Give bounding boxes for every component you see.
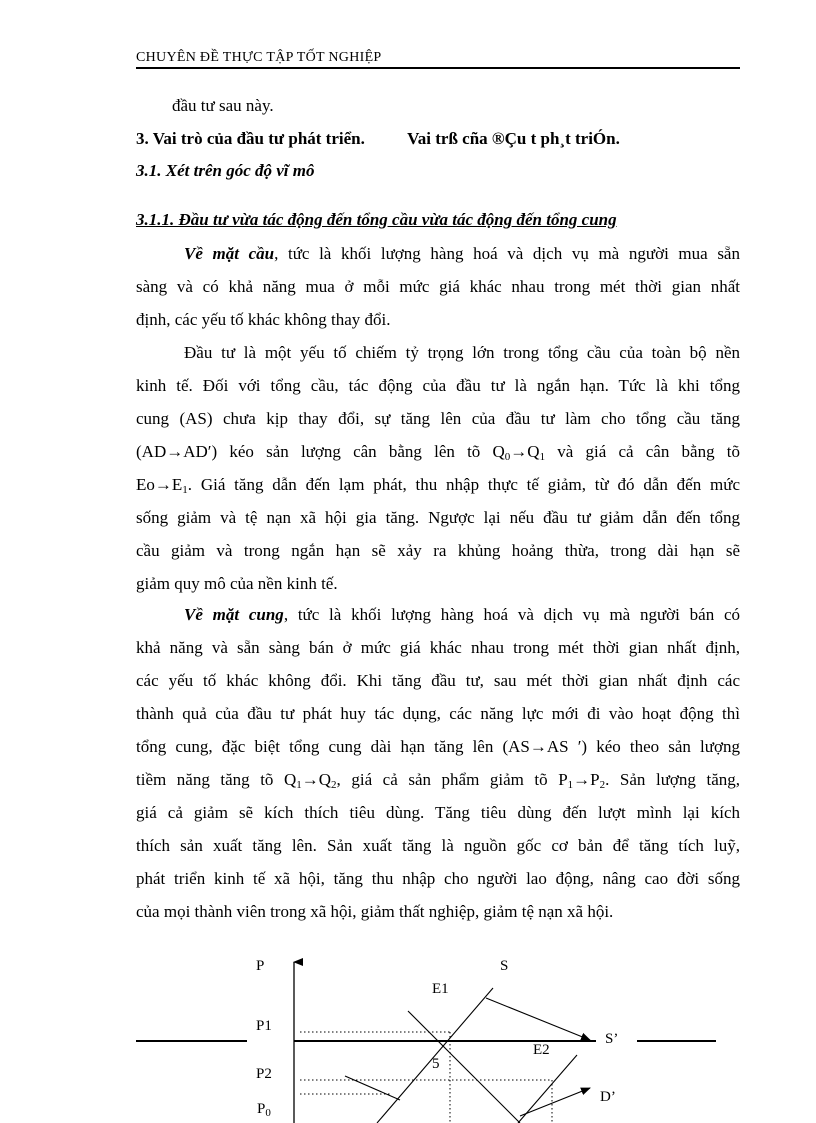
paragraph-2-line: Đầu tư là một yếu tố chiếm tỷ trọng lớn trong tổng cầu của toàn bộ nền [184, 343, 740, 362]
paragraph-2-line: sống giảm và tệ nạn xã hội gia tăng. Ngược lại nếu đầu tư giảm dẫn đến tổng [136, 508, 740, 527]
text-run: . Sản lượng tăng, [605, 770, 740, 789]
paragraph-2-line [136, 442, 740, 462]
demand-curve-d-prime [520, 1088, 590, 1116]
label-5: 5 [432, 1056, 440, 1072]
subscript: 1 [539, 451, 546, 463]
paragraph-3-line [136, 770, 740, 790]
subscript: 2 [599, 779, 606, 791]
paragraph-3-line: thành quả của đầu tư phát huy tác dụng, các năng lực mới đi vào hoạt động thì [136, 704, 740, 723]
paragraph-text: , tức là khối lượng hàng hoá và dịch vụ mà người mua sẵn [274, 244, 740, 263]
paragraph-3-line: tổng cung, đặc biệt tổng cung dài hạn tăng lên (AS→AS ′) kéo theo sản lượng [136, 737, 740, 756]
text-run: tiềm năng tăng tõ Q [136, 770, 297, 789]
supply-shift-arrow [486, 998, 590, 1040]
subscript: 0 [504, 451, 511, 463]
label-d-prime: D’ [600, 1089, 616, 1105]
label-p0: $P_0$ [257, 1101, 271, 1119]
label-p: P [256, 958, 265, 974]
paragraph-3-line: giá cả giảm sẽ kích thích tiêu dùng. Tăng tiêu dùng đến lượt mình lại kích [136, 803, 740, 822]
text-run: →Q [510, 442, 540, 461]
paragraph-3-line: khả năng và sẵn sàng bán ở mức giá khác nhau trong mét thời gian nhất định, [136, 638, 740, 657]
section-heading-3-1-1: 3.1.1. Đầu tư vừa tác động đến tổng cầu vừa tác động đến tổng cung [136, 210, 617, 229]
paragraph-3-line: thích sản xuất tăng lên. Sản xuất tăng là nguồn gốc cơ bản để tăng tích luỹ, [136, 836, 740, 855]
paragraph-3-line: của mọi thành viên trong xã hội, giảm thất nghiệp, giảm tệ nạn xã hội. [136, 902, 614, 921]
text-run: , giá cả sản phẩm giảm tõ P [336, 770, 568, 789]
paragraph-lead: Về mặt cầu [184, 244, 275, 263]
paragraph-2-line: cầu giảm và trong ngắn hạn sẽ xảy ra khủng hoảng thừa, trong dài hạn sẽ [136, 541, 740, 560]
text-run: (AD→AD′) kéo sản lượng cân bằng lên tõ Q [136, 442, 505, 461]
heading-3-garbled: Vai trß cña ®Çu t ph¸t triÓn. [407, 129, 620, 148]
paragraph-lead: Về mặt cung [184, 605, 284, 624]
label-s-prime: S’ [605, 1031, 619, 1047]
text-line: đầu tư sau này. [172, 96, 274, 115]
subscript: 1 [296, 779, 302, 791]
label-p2: P2 [256, 1066, 272, 1082]
paragraph-2-line: cung (AS) chưa kịp thay đổi, sự tăng lên của đầu tư làm cho tổng cầu tăng [136, 409, 740, 428]
text-run: Eo→E [136, 475, 183, 494]
paragraph-1-line: sàng và có khả năng mua ở mỗi mức giá khác nhau trong mét thời gian nhất [136, 277, 740, 296]
supply-demand-figure [0, 940, 816, 1123]
subscript: 1 [567, 779, 574, 791]
paragraph-1-line: định, các yếu tố khác không thay đổi. [136, 310, 391, 329]
label-p1: P1 [256, 1018, 272, 1034]
label-s: S [500, 958, 509, 974]
text-run: và giá cả cân bằng tõ [545, 442, 741, 461]
section-heading-3 [136, 129, 740, 149]
paragraph-2-line [136, 475, 740, 495]
paragraph-text: , tức là khối lượng hàng hoá và dịch vụ mà người bán có [283, 605, 740, 624]
text-run: . Giá tăng dẫn đến lạm phát, thu nhập thực tế giảm, từ đó dẫn đến mức [187, 475, 740, 494]
subscript: 1 [182, 484, 188, 496]
text-run: →Q [301, 770, 332, 789]
page-header: CHUYÊN ĐỀ THỰC TẬP TỐT NGHIỆP [136, 50, 740, 69]
label-e1: E1 [432, 981, 449, 997]
paragraph-3-line: các yếu tố khác không đổi. Khi tăng đầu tư, sau mét thời gian nhất định các [136, 671, 740, 690]
paragraph-1-line [136, 244, 740, 264]
subscript: 2 [331, 779, 337, 791]
heading-3-title: 3. Vai trò của đầu tư phát triển. [136, 129, 365, 148]
section-heading-3-1: 3.1. Xét trên góc độ vĩ mô [136, 161, 315, 180]
paragraph-3-line: phát triển kinh tế xã hội, tăng thu nhập cho người lao động, nâng cao đời sống [136, 869, 740, 888]
paragraph-2-line: kinh tế. Đối với tổng cầu, tác động của đầu tư là ngắn hạn. Tức là khi tổng [136, 376, 740, 395]
label-e2: E2 [533, 1042, 550, 1058]
paragraph-3-line [136, 605, 740, 625]
text-run: →P [573, 770, 600, 789]
paragraph-2-line: giảm quy mô của nền kinh tế. [136, 574, 338, 593]
